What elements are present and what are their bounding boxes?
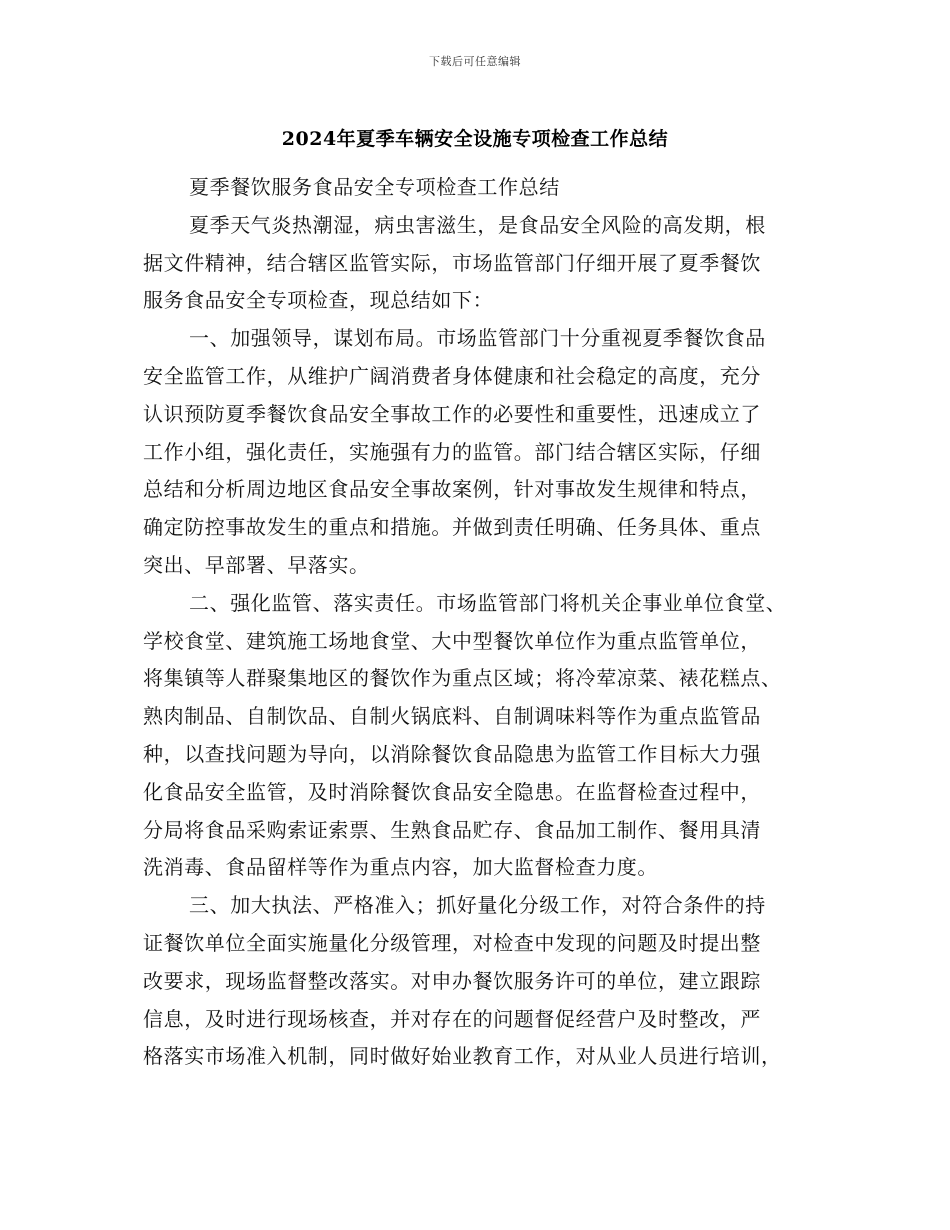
text-line: 二、强化监管、落实责任。市场监管部门将机关企事业单位食堂、 bbox=[189, 590, 787, 615]
text-line: 工作小组，强化责任，实施强有力的监管。部门结合辖区实际，仔细 bbox=[143, 439, 761, 464]
text-line: 总结和分析周边地区食品安全事故案例，针对事故发生规律和特点， bbox=[143, 477, 761, 502]
text-line: 种，以查找问题为导向，以消除餐饮食品隐患为监管工作目标大力强 bbox=[143, 741, 761, 766]
text-line: 据文件精神，结合辖区监管实际，市场监管部门仔细开展了夏季餐饮 bbox=[143, 250, 761, 275]
text-line: 分局将食品采购索证索票、生熟食品贮存、食品加工制作、餐用具清 bbox=[143, 817, 761, 842]
text-line: 改要求，现场监督整改落实。对申办餐饮服务许可的单位，建立跟踪 bbox=[143, 968, 761, 993]
document-body bbox=[143, 169, 815, 1076]
text-line: 三、加大执法、严格准入；抓好量化分级工作，对符合条件的持 bbox=[189, 893, 766, 918]
text-line: 证餐饮单位全面实施量化分级管理，对检查中发现的问题及时提出整 bbox=[143, 930, 761, 955]
text-line: 学校食堂、建筑施工场地食堂、大中型餐饮单位作为重点监管单位， bbox=[143, 628, 761, 653]
text-line: 突出、早部署、早落实。 bbox=[143, 552, 370, 577]
text-line: 将集镇等人群聚集地区的餐饮作为重点区域；将冷荤凉菜、裱花糕点、 bbox=[143, 666, 782, 691]
subtitle-line: 夏季餐饮服务食品安全专项检查工作总结 bbox=[189, 175, 560, 199]
text-line: 夏季天气炎热潮湿，病虫害滋生，是食品安全风险的高发期，根 bbox=[189, 212, 766, 237]
text-line: 安全监管工作，从维护广阔消费者身体健康和社会稳定的高度，充分 bbox=[143, 363, 761, 388]
text-line: 服务食品安全专项检查，现总结如下： bbox=[143, 288, 494, 313]
text-line: 信息，及时进行现场核查，并对存在的问题督促经营户及时整改，严 bbox=[143, 1006, 761, 1031]
text-line: 确定防控事故发生的重点和措施。并做到责任明确、任务具体、重点 bbox=[143, 515, 761, 540]
text-line: 洗消毒、食品留样等作为重点内容，加大监督检查力度。 bbox=[143, 855, 658, 880]
document-title: 2024年夏季车辆安全设施专项检查工作总结 bbox=[281, 128, 669, 150]
text-line: 一、加强领导，谋划布局。市场监管部门十分重视夏季餐饮食品 bbox=[189, 326, 766, 351]
text-line: 化食品安全监管，及时消除餐饮食品安全隐患。在监督检查过程中， bbox=[143, 779, 761, 804]
text-line: 熟肉制品、自制饮品、自制火锅底料、自制调味料等作为重点监管品 bbox=[143, 704, 761, 729]
page-header-note: 下载后可任意编辑 bbox=[429, 55, 521, 68]
text-line: 认识预防夏季餐饮食品安全事故工作的必要性和重要性，迅速成立了 bbox=[143, 401, 761, 426]
text-line: 格落实市场准入机制，同时做好始业教育工作，对从业人员进行培训， bbox=[143, 1044, 782, 1069]
